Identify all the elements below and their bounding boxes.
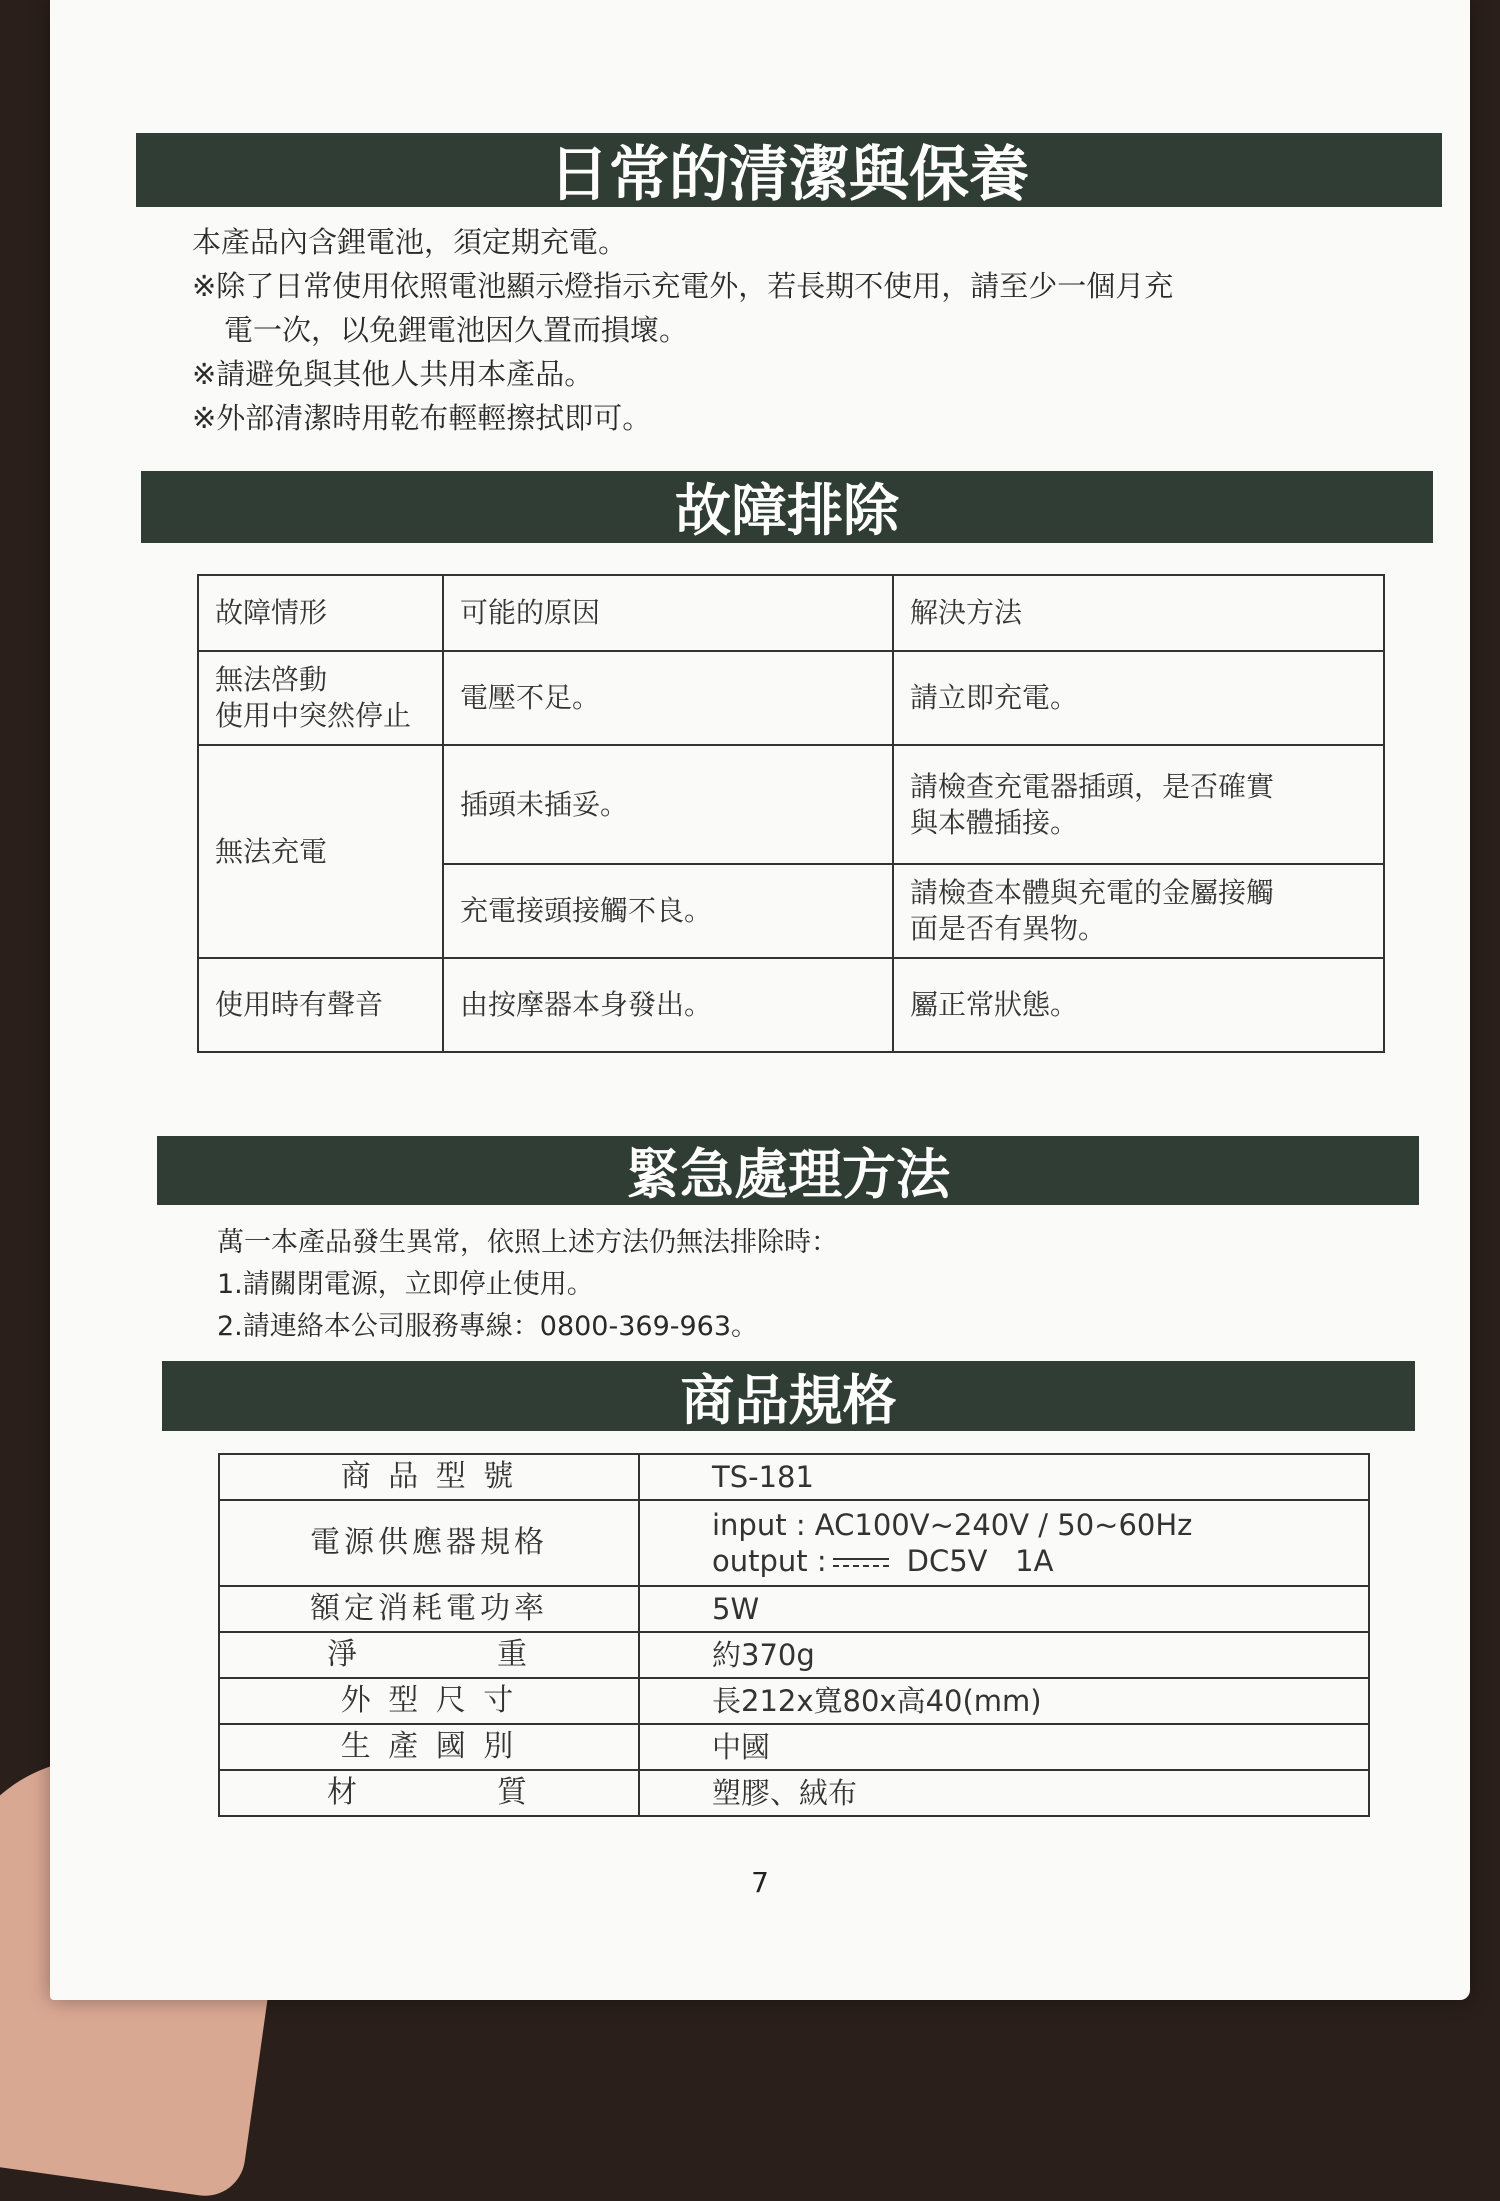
care-line: ※除了日常使用依照電池顯示燈指示充電外，若長期不使用，請至少一個月充: [192, 269, 1174, 303]
solution-cell: [893, 745, 1384, 864]
spec-label-rated: 額定消耗電功率: [219, 1586, 639, 1632]
spec-row: [219, 1770, 1369, 1816]
spec-value-model: TS-181: [639, 1454, 1369, 1500]
cause-cell: 充電接頭接觸不良。: [443, 864, 893, 958]
spec-row: [219, 1586, 1369, 1632]
spec-value-material: 塑膠、絨布: [639, 1770, 1369, 1816]
solution-cell: 屬正常狀態。: [893, 958, 1384, 1052]
spec-row: [219, 1724, 1369, 1770]
care-text: [192, 220, 1173, 440]
table-row: [198, 745, 1384, 864]
solution-line: 請檢查本體與充電的金屬接觸: [910, 876, 1275, 909]
spec-label-model: 商 品 型 號: [219, 1454, 639, 1500]
power-output-value: DC5V 1A: [906, 1544, 1054, 1578]
troubleshooting-title: 故障排除: [141, 471, 1433, 543]
table-header-row: [198, 575, 1384, 651]
care-title: 日常的清潔與保養: [136, 133, 1442, 207]
table-row: [198, 958, 1384, 1052]
spec-value-rated: 5W: [639, 1586, 1369, 1632]
solution-line: 與本體插接。: [910, 805, 1079, 839]
solution-line: 面是否有異物。: [910, 912, 1107, 945]
symptom-cell: 使用時有聲音: [198, 958, 443, 1052]
specs-title: 商品規格: [162, 1361, 1415, 1431]
care-line: 電一次，以免鋰電池因久置而損壞。: [224, 313, 689, 347]
spec-row: [219, 1500, 1369, 1586]
spec-label-origin: 生 產 國 別: [219, 1724, 639, 1770]
manual-page: [50, 0, 1470, 2000]
cause-cell: 由按摩器本身發出。: [443, 958, 893, 1052]
spec-value-size: 長212x寬80x高40(mm): [639, 1678, 1369, 1724]
spec-label-material: 材 質: [219, 1770, 639, 1816]
solution-cell: [893, 864, 1384, 958]
spec-label-power: 電源供應器規格: [219, 1500, 639, 1586]
troubleshooting-table: [197, 574, 1385, 1053]
symptom-line: 使用中突然停止: [215, 699, 412, 732]
spec-row: [219, 1632, 1369, 1678]
care-line: 本產品內含鋰電池，須定期充電。: [192, 225, 628, 259]
page-number: 7: [751, 1866, 769, 1899]
solution-line: 請檢查充電器插頭，是否確實: [910, 769, 1275, 803]
spec-label-weight: 淨 重: [219, 1632, 639, 1678]
header-symptom: 故障情形: [198, 575, 443, 651]
specs-table: [218, 1453, 1370, 1817]
header-cause: 可能的原因: [443, 575, 893, 651]
dc-symbol-icon: [833, 1556, 889, 1570]
cause-cell: 電壓不足。: [443, 651, 893, 745]
power-output: [712, 1543, 1358, 1579]
emergency-line: 萬一本產品發生異常，依照上述方法仍無法排除時：: [217, 1227, 838, 1258]
cause-cell: 插頭未插妥。: [443, 745, 893, 864]
power-output-prefix: output :: [712, 1544, 827, 1578]
spec-value-origin: 中國: [639, 1724, 1369, 1770]
care-line: ※請避免與其他人共用本產品。: [192, 357, 594, 391]
emergency-title: 緊急處理方法: [157, 1136, 1419, 1205]
header-solution: 解決方法: [893, 575, 1384, 651]
power-input: input : AC100V~240V / 50~60Hz: [712, 1508, 1193, 1542]
care-line: ※外部清潔時用乾布輕輕擦拭即可。: [192, 401, 652, 435]
spec-row: [219, 1454, 1369, 1500]
symptom-cell: 無法充電: [198, 745, 443, 958]
spec-value-weight: 約370g: [639, 1632, 1369, 1678]
spec-label-size: 外 型 尺 寸: [219, 1678, 639, 1724]
spec-value-power: [639, 1500, 1369, 1586]
emergency-line: 2.請連絡本公司服務專線：0800-369-963。: [217, 1311, 759, 1342]
table-row: [198, 651, 1384, 745]
solution-cell: 請立即充電。: [893, 651, 1384, 745]
spec-row: [219, 1678, 1369, 1724]
symptom-cell: [198, 651, 443, 745]
symptom-line: 無法啓動: [215, 663, 328, 696]
emergency-text: [217, 1222, 838, 1348]
emergency-line: 1.請關閉電源，立即停止使用。: [217, 1269, 594, 1300]
